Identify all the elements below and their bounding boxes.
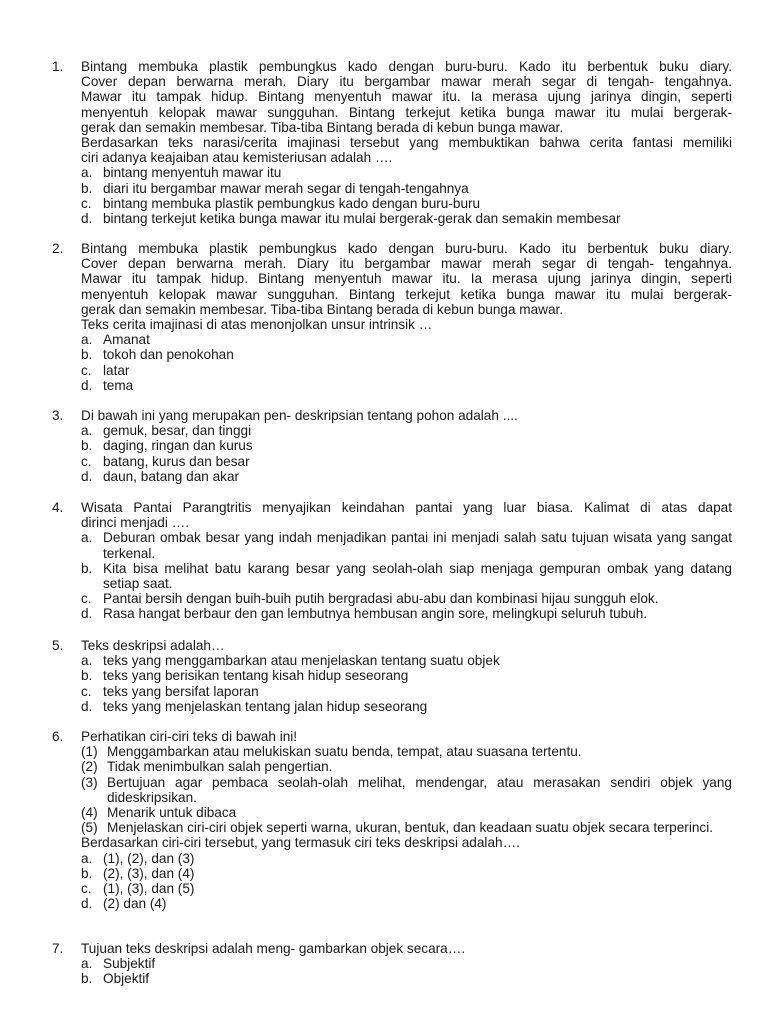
option-letter: a. [81, 165, 93, 181]
option-letter: d. [81, 896, 93, 912]
criteria-item-4 [81, 805, 732, 820]
option-letter: a. [81, 423, 93, 439]
option-c[interactable] [81, 454, 732, 469]
stem-line: Berdasarkan teks narasi/cerita imajinasi tersebut yang membuktikan bahwa cerita fantasi memiliki [81, 135, 732, 151]
option-text: daun, batang dan akar [103, 468, 240, 484]
stem-line: gerak dan semakin membesar. Tiba-tiba Bintang berada di kebun bunga mawar. [81, 119, 564, 135]
option-letter: a. [81, 850, 93, 866]
question-stem [81, 941, 732, 956]
option-letter: d. [81, 377, 93, 393]
question-1 [52, 59, 732, 226]
option-letter: c. [81, 881, 92, 897]
stem-line: Teks deskripsi adalah… [81, 638, 225, 653]
option-text: (2) dan (4) [103, 896, 167, 912]
option-text: Rasa hangat berbaur den gan lembutnya hembusan angin sore, melingkupi seluruh tubuh. [103, 606, 648, 622]
criteria-number: (5) [81, 820, 98, 836]
option-b[interactable] [81, 181, 732, 196]
option-c[interactable] [81, 881, 732, 896]
question-4 [52, 500, 732, 622]
option-letter: b. [81, 438, 93, 454]
question-7 [52, 941, 732, 987]
option-text: Deburan ombak besar yang indah menjadikan pantai ini menjadi salah satu tujuan wisata yang sangat terkenal. [103, 530, 732, 561]
option-c[interactable] [81, 363, 732, 378]
option-text: daging, ringan dan kurus [103, 438, 253, 454]
question-stem [81, 500, 732, 530]
option-text: Kita bisa melihat batu karang besar yang seolah-olah siap menjaga gempuran ombak yang datang setiap saat. [103, 560, 732, 592]
option-letter: c. [81, 683, 92, 699]
option-a[interactable] [81, 165, 732, 180]
option-text: (1), (2), dan (3) [103, 850, 195, 866]
option-a[interactable] [81, 332, 732, 347]
stem-line: Berdasarkan ciri-ciri tersebut, yang termasuk ciri teks deskripsi adalah…. [81, 835, 520, 851]
option-text: tema [103, 377, 134, 393]
criteria-text: Menarik untuk dibaca [107, 805, 237, 821]
option-text: batang, kurus dan besar [103, 453, 250, 469]
question-2 [52, 241, 732, 393]
option-text: Pantai bersih dengan buih-buih putih bergradasi abu-abu dan kombinasi hijau sungguh elok. [103, 591, 659, 607]
criteria-item-2 [81, 759, 732, 774]
option-letter: d. [81, 698, 93, 714]
option-letter: b. [81, 180, 93, 196]
option-d[interactable] [81, 211, 732, 226]
option-letter: c. [81, 362, 92, 378]
option-letter: a. [81, 530, 93, 546]
stem-line: Perhatikan ciri-ciri teks di bawah ini! [81, 729, 298, 744]
question-prompt [81, 835, 732, 850]
option-letter: b. [81, 668, 93, 684]
question-stem [81, 638, 732, 653]
option-letter: d. [81, 211, 93, 227]
question-number: 3. [52, 408, 64, 423]
option-d[interactable] [81, 699, 732, 714]
option-c[interactable] [81, 591, 732, 606]
stem-line: Di bawah ini yang merupakan pen- deskripsian tentang pohon adalah .... [81, 408, 518, 423]
stem-line: Mawar itu tampak hidup. Bintang menyentuh mawar itu. Ia merasa ujung jarinya dingin, seperti [81, 271, 732, 287]
criteria-text: Menggambarkan atau melukiskan suatu benda, tempat, atau suasana tertentu. [107, 744, 582, 760]
option-letter: b. [81, 865, 93, 881]
question-number: 6. [52, 729, 64, 744]
stem-line: Bintang membuka plastik pembungkus kado dengan buru-buru. Kado itu berbentuk buku diary. [81, 59, 732, 74]
criteria-number: (4) [81, 805, 98, 821]
question-stem [81, 241, 732, 332]
stem-line: Cover depan berwarna merah. Diary itu bergambar mawar merah segar di tengah- tengahnya. [81, 256, 732, 272]
option-letter: b. [81, 347, 93, 363]
option-b[interactable] [81, 971, 732, 986]
option-letter: d. [81, 606, 93, 622]
stem-line: Wisata Pantai Parangtritis menyajikan keindahan pantai yang luar biasa. Kalimat di atas dapat [81, 500, 732, 515]
option-text: (1), (3), dan (5) [103, 881, 195, 897]
option-text: bintang terkejut ketika bunga mawar itu mulai bergerak-gerak dan semakin membesar [103, 211, 621, 227]
stem-line: gerak dan semakin membesar. Tiba-tiba Bintang berada di kebun bunga mawar. [81, 301, 564, 317]
option-letter: d. [81, 468, 93, 484]
stem-line: menyentuh kelopak mawar sungguhan. Bintang terkejut ketika bunga mawar itu mulai bergerak- [81, 286, 732, 302]
option-letter: a. [81, 653, 93, 669]
option-text: bintang menyentuh mawar itu [103, 165, 282, 181]
option-d[interactable] [81, 606, 732, 621]
option-letter: b. [81, 971, 93, 987]
criteria-text: Bertujuan agar pembaca seolah-olah melihat, mendengar, atau merasakan sendiri objek yang dideskripsikan. [107, 774, 732, 805]
option-letter: c. [81, 453, 92, 469]
option-letter: c. [81, 591, 92, 607]
question-number: 7. [52, 941, 64, 956]
criteria-number: (2) [81, 759, 98, 775]
option-letter: b. [81, 560, 93, 576]
stem-line: ciri adanya keajaiban atau kemisteriusan adalah …. [81, 150, 393, 166]
option-b[interactable] [81, 668, 732, 683]
option-c[interactable] [81, 684, 732, 699]
stem-line: Teks cerita imajinasi di atas menonjolkan unsur intrinsik … [81, 317, 433, 333]
criteria-text: Menjelaskan ciri-ciri objek seperti warna, ukuran, bentuk, dan keadaan suatu objek secara terperinci. [107, 820, 714, 836]
option-d[interactable] [81, 469, 732, 484]
option-a[interactable] [81, 423, 732, 438]
option-a[interactable] [81, 851, 732, 866]
option-text: tokoh dan penokohan [103, 347, 234, 363]
option-text: Subjektif [103, 956, 156, 972]
question-3 [52, 408, 732, 484]
criteria-item-3 [81, 775, 732, 805]
criteria-number: (3) [81, 774, 98, 790]
stem-line: dirinci menjadi …. [81, 515, 190, 531]
option-text: diari itu bergambar mawar merah segar di tengah-tengahnya [103, 180, 469, 196]
option-text: teks yang bersifat laporan [103, 683, 259, 699]
option-text: latar [103, 362, 130, 378]
option-text: teks yang berisikan tentang kisah hidup seseorang [103, 668, 409, 684]
question-stem [81, 59, 732, 165]
option-b[interactable] [81, 561, 732, 591]
stem-line: Tujuan teks deskripsi adalah meng- gambarkan objek secara…. [81, 941, 466, 956]
criteria-item-5 [81, 820, 732, 835]
option-d[interactable] [81, 378, 732, 393]
option-a[interactable] [81, 530, 732, 560]
option-text: teks yang menggambarkan atau menjelaskan tentang suatu objek [103, 653, 500, 669]
option-a[interactable] [81, 653, 732, 668]
option-text: teks yang menjelaskan tentang jalan hidup seseorang [103, 698, 428, 714]
option-text: Amanat [103, 332, 150, 348]
option-text: (2), (3), dan (4) [103, 865, 195, 881]
option-a[interactable] [81, 956, 732, 971]
criteria-text: Tidak menimbulkan salah pengertian. [107, 759, 333, 775]
option-text: Objektif [103, 971, 150, 987]
option-d[interactable] [81, 896, 732, 911]
option-b[interactable] [81, 347, 732, 362]
question-number: 2. [52, 241, 64, 256]
option-c[interactable] [81, 196, 732, 211]
question-5 [52, 638, 732, 714]
stem-line: Mawar itu tampak hidup. Bintang menyentuh mawar itu. Ia merasa ujung jarinya dingin, seperti [81, 89, 732, 105]
stem-line: Cover depan berwarna merah. Diary itu bergambar mawar merah segar di tengah- tengahnya. [81, 74, 732, 90]
question-6 [52, 729, 732, 911]
stem-line: menyentuh kelopak mawar sungguhan. Bintang terkejut ketika bunga mawar itu mulai bergerak- [81, 104, 732, 120]
question-stem [81, 729, 732, 744]
option-b[interactable] [81, 438, 732, 453]
stem-line: Bintang membuka plastik pembungkus kado dengan buru-buru. Kado itu berbentuk buku diary. [81, 241, 732, 256]
option-text: bintang membuka plastik pembungkus kado dengan buru-buru [103, 195, 481, 211]
option-letter: a. [81, 956, 93, 972]
question-number: 5. [52, 638, 64, 653]
criteria-item-1 [81, 744, 732, 759]
question-stem [81, 408, 732, 423]
question-number: 4. [52, 500, 64, 515]
option-b[interactable] [81, 866, 732, 881]
question-number: 1. [52, 59, 64, 74]
option-letter: a. [81, 332, 93, 348]
option-text: gemuk, besar, dan tinggi [103, 423, 252, 439]
option-letter: c. [81, 195, 92, 211]
criteria-number: (1) [81, 744, 98, 760]
